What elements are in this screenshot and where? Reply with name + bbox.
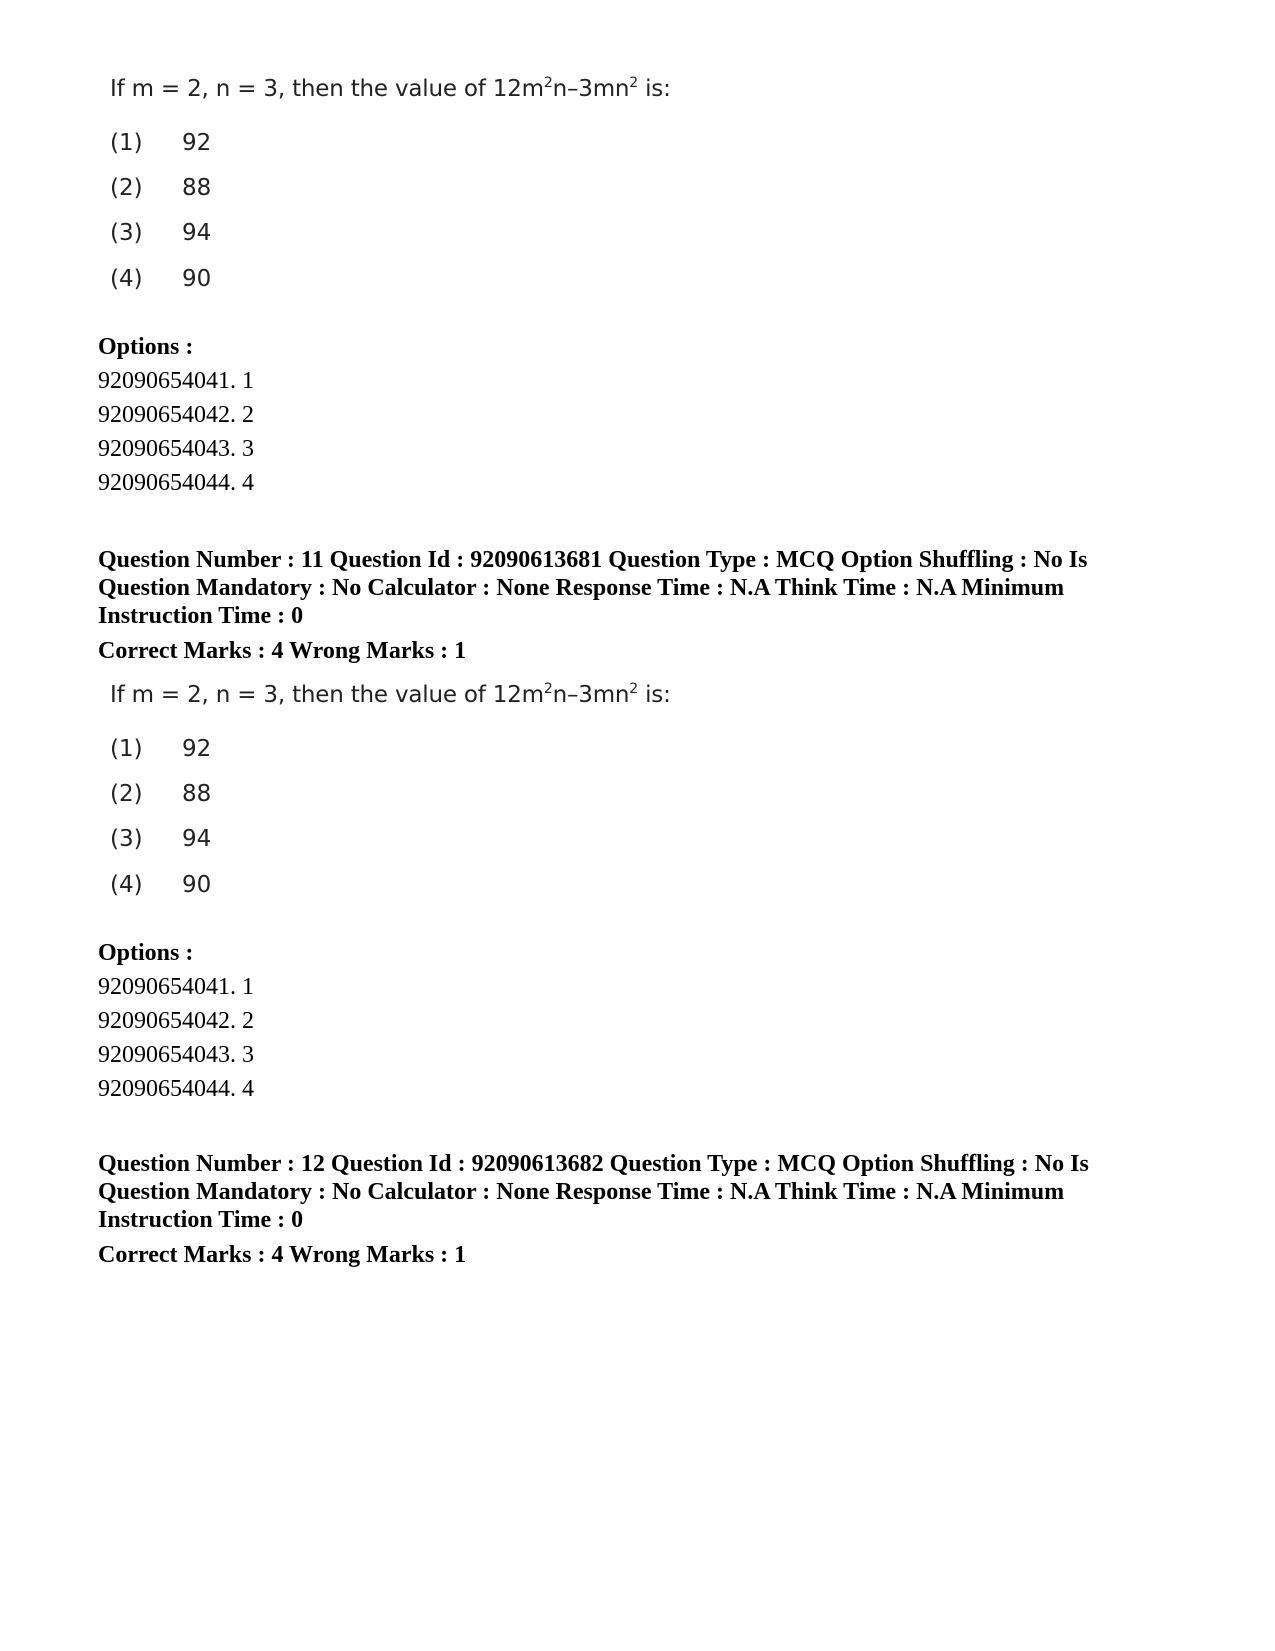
choice-1 [110, 734, 211, 764]
exponent: 2 [543, 681, 553, 697]
option-line: 92090654043. 3 [98, 436, 254, 462]
choice-number: (2) [110, 781, 143, 807]
choice-3 [110, 824, 211, 854]
choice-value: 88 [182, 175, 212, 201]
options-block-2 [98, 936, 1188, 1106]
option-line: 92090654042. 2 [98, 1008, 254, 1034]
choice-4 [110, 870, 211, 900]
choice-value: 94 [182, 220, 212, 246]
meta-line: Question Number : 12 Question Id : 92090613682 Question Type : MCQ Option Shuffling : No Is [98, 1151, 1089, 1177]
option-line: 92090654041. 1 [98, 974, 254, 1000]
option-line: 92090654044. 4 [98, 1076, 254, 1102]
exponent: 2 [629, 75, 638, 91]
choice-value: 90 [182, 872, 212, 898]
choice-number: (3) [110, 220, 143, 246]
exponent: 2 [629, 681, 638, 697]
marks-line: Correct Marks : 4 Wrong Marks : 1 [98, 1242, 467, 1268]
choice-number: (1) [110, 130, 143, 156]
choice-number: (1) [110, 736, 143, 762]
choice-number: (4) [110, 872, 143, 898]
meta-line: Question Mandatory : No Calculator : None Response Time : N.A Think Time : N.A Minimum [98, 575, 1065, 601]
options-block-1 [98, 330, 1188, 500]
option-line: 92090654044. 4 [98, 470, 254, 496]
exponent: 2 [543, 75, 553, 91]
choice-1 [110, 128, 211, 158]
stem-text: n–3mn [552, 76, 630, 102]
option-line: 92090654042. 2 [98, 402, 254, 428]
question-11-meta [98, 546, 1198, 668]
stem-text: If m = 2, n = 3, then the value of 12m [110, 682, 544, 708]
stem-text: n–3mn [552, 682, 630, 708]
meta-line: Instruction Time : 0 [98, 603, 304, 629]
stem-text: is: [638, 76, 671, 102]
option-line: 92090654041. 1 [98, 368, 254, 394]
question-image-1 [110, 74, 670, 314]
choice-3 [110, 218, 211, 248]
choice-value: 94 [182, 826, 212, 852]
stem-text: If m = 2, n = 3, then the value of 12m [110, 76, 544, 102]
option-line: 92090654043. 3 [98, 1042, 254, 1068]
stem-text: is: [638, 682, 671, 708]
meta-line: Instruction Time : 0 [98, 1207, 304, 1233]
meta-line: Question Number : 11 Question Id : 92090613681 Question Type : MCQ Option Shuffling : No Is [98, 547, 1088, 573]
choice-2 [110, 779, 211, 809]
choice-value: 88 [182, 781, 212, 807]
choice-value: 92 [182, 736, 212, 762]
choice-4 [110, 264, 211, 294]
question-12-meta [98, 1150, 1198, 1272]
choice-value: 92 [182, 130, 212, 156]
question-image-2 [110, 680, 670, 920]
options-title: Options : [98, 334, 194, 360]
options-title: Options : [98, 940, 194, 966]
choice-number: (3) [110, 826, 143, 852]
choice-number: (4) [110, 266, 143, 292]
question-stem [110, 74, 670, 104]
choice-number: (2) [110, 175, 143, 201]
meta-line: Question Mandatory : No Calculator : None Response Time : N.A Think Time : N.A Minimum [98, 1179, 1065, 1205]
choice-2 [110, 173, 211, 203]
choice-value: 90 [182, 266, 212, 292]
marks-line: Correct Marks : 4 Wrong Marks : 1 [98, 638, 467, 664]
question-stem [110, 680, 670, 710]
